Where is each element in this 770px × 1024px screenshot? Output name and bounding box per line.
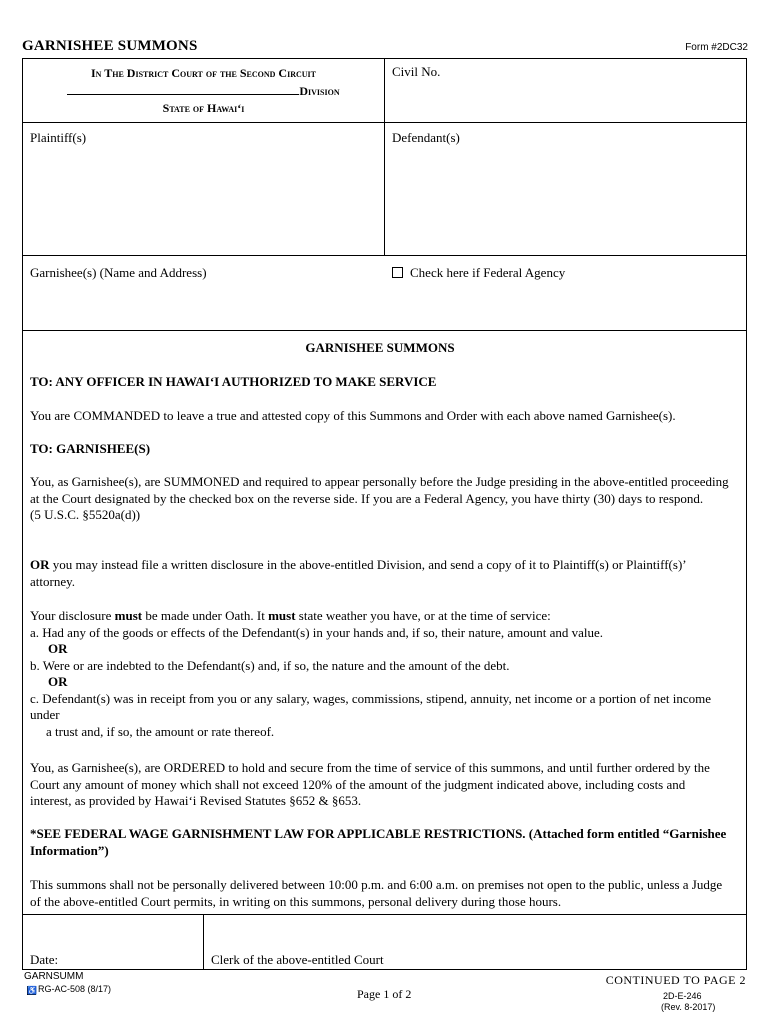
- accessibility-icon: ♿: [27, 986, 37, 995]
- court-caption: [22, 65, 385, 117]
- item-c-continued: a trust and, if so, the amount or rate thereof.: [46, 723, 275, 739]
- ordered-paragraph: You, as Garnishee(s), are ORDERED to hold and secure from the time of service of this summons, and until further ordered by the Court any amount of money which shall not exceed 120% of the amount of the judgment indicated above, including costs and interest, as provided by Hawai‘i Revised Statutes §652 & §653.: [30, 760, 710, 808]
- rg-code-row: [27, 984, 111, 995]
- signature-divider: [203, 914, 204, 970]
- court-line-1: In The District Court of the Second Circuit: [91, 66, 316, 80]
- garnishee-label: Garnishee(s) (Name and Address): [30, 265, 207, 280]
- or-paragraph: [30, 557, 730, 590]
- page-number: Page 1 of 2: [357, 987, 412, 1001]
- disclosure-intro: Your disclosure must be made under Oath. It must state weather you have, or at the time of service:: [30, 608, 551, 623]
- commanded-text: You are COMMANDED to leave a true and attested copy of this Summons and Order with each above named Garnishee(s).: [30, 408, 676, 423]
- court-line-2: Division: [299, 84, 340, 98]
- defendant-label: Defendant(s): [392, 130, 460, 145]
- item-c: c. Defendant(s) was in receipt from you or any salary, wages, commissions, stipend, annuity, net income or a portion of net income under: [30, 690, 711, 722]
- continued-note: CONTINUED TO PAGE 2: [605, 973, 746, 987]
- or-keyword: OR: [30, 557, 50, 572]
- or-text: you may instead file a written disclosure in the above-entitled Division, and send a copy of it to Plaintiff(s) or Plaintiff(s)’ attorney.: [30, 557, 686, 589]
- revision: (Rev. 8-2017): [661, 1002, 716, 1012]
- signature-box: [22, 914, 747, 970]
- summoned-text: You, as Garnishee(s), are SUMMONED and required to appear personally before the Judge presiding in the above-entitled proceeding at the Court designated by the checked box on the reverse side. If you are a Federal Agency, you have thirty (30) days to respond.: [30, 474, 729, 506]
- body-heading: GARNISHEE SUMMONS: [305, 340, 455, 355]
- form-title: GARNISHEE SUMMONS: [22, 38, 198, 54]
- delivery-paragraph: This summons shall not be personally delivered between 10:00 p.m. and 6:00 a.m. on premises not open to the public, unless a Judge of the above-entitled Court permits, in writing on this summons, personal delivery during those hours.: [30, 877, 723, 909]
- form-code: GARNSUMM: [24, 971, 84, 982]
- date-label: Date:: [30, 952, 59, 967]
- federal-agency-label: Check here if Federal Agency: [410, 265, 566, 280]
- summoned-paragraph: [30, 474, 730, 524]
- caption-rule-2: [22, 255, 747, 256]
- item-a: a. Had any of the goods or effects of the Defendant(s) in your hands and, if so, their nature, amount and value.: [30, 624, 604, 640]
- usc-citation: (5 U.S.C. §5520a(d)): [30, 507, 141, 522]
- rg-code: RG-AC-508 (8/17): [38, 984, 112, 994]
- item-b: b. Were or are indebted to the Defendant(s) and, if so, the nature and the amount of the debt.: [30, 657, 510, 673]
- civil-no-label: Civil No.: [392, 64, 441, 79]
- to-officer: TO: ANY OFFICER IN HAWAI‘I AUTHORIZED TO MAKE SERVICE: [30, 374, 437, 389]
- form-number: Form #2DC32: [685, 42, 748, 53]
- to-garnishee: TO: GARNISHEE(S): [30, 441, 151, 456]
- plaintiff-label: Plaintiff(s): [30, 130, 87, 145]
- federal-agency-option[interactable]: [392, 265, 565, 281]
- or-a: OR: [48, 641, 68, 656]
- clerk-label: Clerk of the above-entitled Court: [211, 952, 384, 967]
- form-code-right: 2D-E-246: [663, 991, 702, 1001]
- federal-agency-checkbox[interactable]: [392, 267, 403, 278]
- or-b: OR: [48, 674, 68, 689]
- caption-rule-1: [22, 122, 747, 123]
- disclosure-paragraph: [30, 608, 730, 740]
- federal-note: *SEE FEDERAL WAGE GARNISHMENT LAW FOR APPLICABLE RESTRICTIONS. (Attached form entitled “Garnishee Information”): [30, 826, 727, 858]
- division-blank[interactable]: [67, 82, 299, 95]
- court-line-3: State of Hawai‘i: [162, 101, 245, 115]
